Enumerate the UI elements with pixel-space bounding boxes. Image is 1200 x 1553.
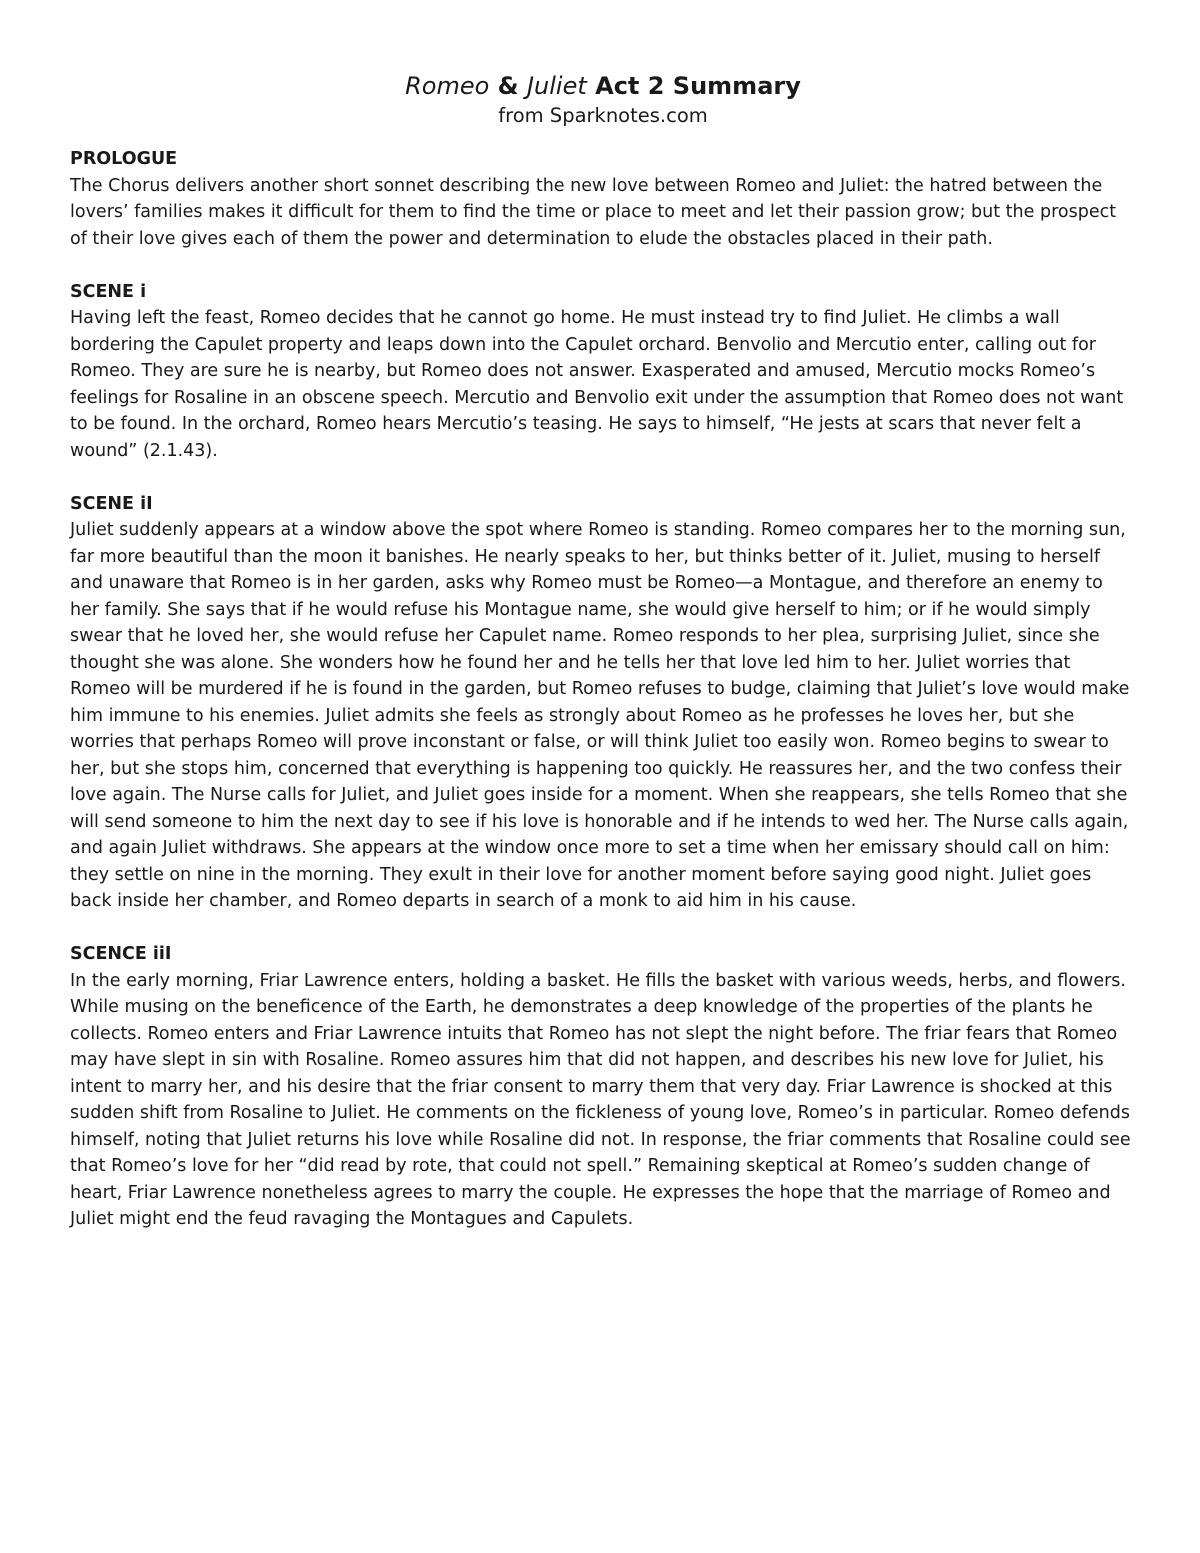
section-scene-3 bbox=[70, 941, 1136, 1233]
title-romeo: Romeo bbox=[405, 72, 490, 100]
document-title bbox=[70, 70, 1136, 102]
section-text: Juliet suddenly appears at a window above the spot where Romeo is standing. Romeo compares her to the morning sun, far more beautiful than the moon it banishes. He nearly speaks to her, but thinks better of it. Juliet, musing to herself and unaware that Romeo is in her garden, asks why Romeo must be Romeo—a Montague, and therefore an enemy to her family. She says that if he would refuse his Montague name, she would give herself to him; or if he would simply swear that he loved her, she would refuse her Capulet name. Romeo responds to her plea, surprising Juliet, since she thought she was alone. She wonders how he found her and he tells her that love led him to her. Juliet worries that Romeo will be murdered if he is found in the garden, but Romeo refuses to budge, claiming that Juliet’s love would make him immune to his enemies. Juliet admits she feels as strongly about Romeo as he professes he loves her, but she worries that perhaps Romeo will prove inconstant or false, or will think Juliet too easily won. Romeo begins to swear to her, but she stops him, concerned that everything is happening too quickly. He reassures her, and the two confess their love again. The Nurse calls for Juliet, and Juliet goes inside for a moment. When she reappears, she tells Romeo that she will send someone to him the next day to see if his love is honorable and if he intends to wed her. The Nurse calls again, and again Juliet withdraws. She appears at the window once more to set a time when her emissary should call on him: they settle on nine in the morning. They exult in their love for another moment before saying good night. Juliet goes back inside her chamber, and Romeo departs in search of a monk to aid him in his cause. bbox=[70, 520, 1130, 911]
document-subtitle: from Sparknotes.com bbox=[498, 104, 708, 127]
section-text: Having left the feast, Romeo decides that he cannot go home. He must instead try to find Juliet. He climbs a wall bordering the Capulet property and leaps down into the Capulet orchard. Benvolio and Mercutio enter, calling out for Romeo. They are sure he is nearby, but Romeo does not answer. Exasperated and amused, Mercutio mocks Romeo’s feelings for Rosaline in an obscene speech. Mercutio and Benvolio exit under the assumption that Romeo does not want to be found. In the orchard, Romeo hears Mercutio’s teasing. He says to himself, “He jests at scars that never felt a wound” (2.1.43). bbox=[70, 308, 1124, 461]
section-heading: SCENCE iiI bbox=[70, 944, 172, 964]
document-page bbox=[70, 70, 1136, 1259]
section-scene-2 bbox=[70, 491, 1136, 915]
section-heading: SCENE iI bbox=[70, 493, 153, 514]
title-ampersand: & bbox=[489, 72, 527, 100]
section-scene-1 bbox=[70, 279, 1136, 465]
section-text: The Chorus delivers another short sonnet describing the new love between Romeo and Juliet: the hatred between the lovers’ families makes it difficult for them to find the time or place to meet and let their passion grow; but the prospect of their love gives each of them the power and determination to elude the obstacles placed in their path. bbox=[70, 175, 1117, 249]
title-act-summary: Act 2 Summary bbox=[586, 72, 801, 100]
section-text: In the early morning, Friar Lawrence enters, holding a basket. He fills the basket with various weeds, herbs, and flowers. While musing on the beneficence of the Earth, he demonstrates a deep knowledge of the properties of the plants he collects. Romeo enters and Friar Lawrence intuits that Romeo has not slept the night before. The friar fears that Romeo may have slept in sin with Rosaline. Romeo assures him that did not happen, and describes his new love for Juliet, his intent to marry her, and his desire that the friar consent to marry them that very day. Friar Lawrence is shocked at this sudden shift from Rosaline to Juliet. He comments on the fickleness of young love, Romeo’s in particular. Romeo defends himself, noting that Juliet returns his love while Rosaline did not. In response, the friar comments that Rosaline could see that Romeo’s love for her “did read by rote, that could not spell.” Remaining skeptical at Romeo’s sudden change of heart, Friar Lawrence nonetheless agrees to marry the couple. He expresses the hope that the marriage of Romeo and Juliet might end the feud ravaging the Montagues and Capulets. bbox=[70, 970, 1131, 1229]
section-heading: SCENE i bbox=[70, 281, 147, 302]
section-heading: PROLOGUE bbox=[70, 149, 178, 169]
section-prologue bbox=[70, 146, 1136, 252]
title-juliet: Juliet bbox=[526, 72, 587, 100]
